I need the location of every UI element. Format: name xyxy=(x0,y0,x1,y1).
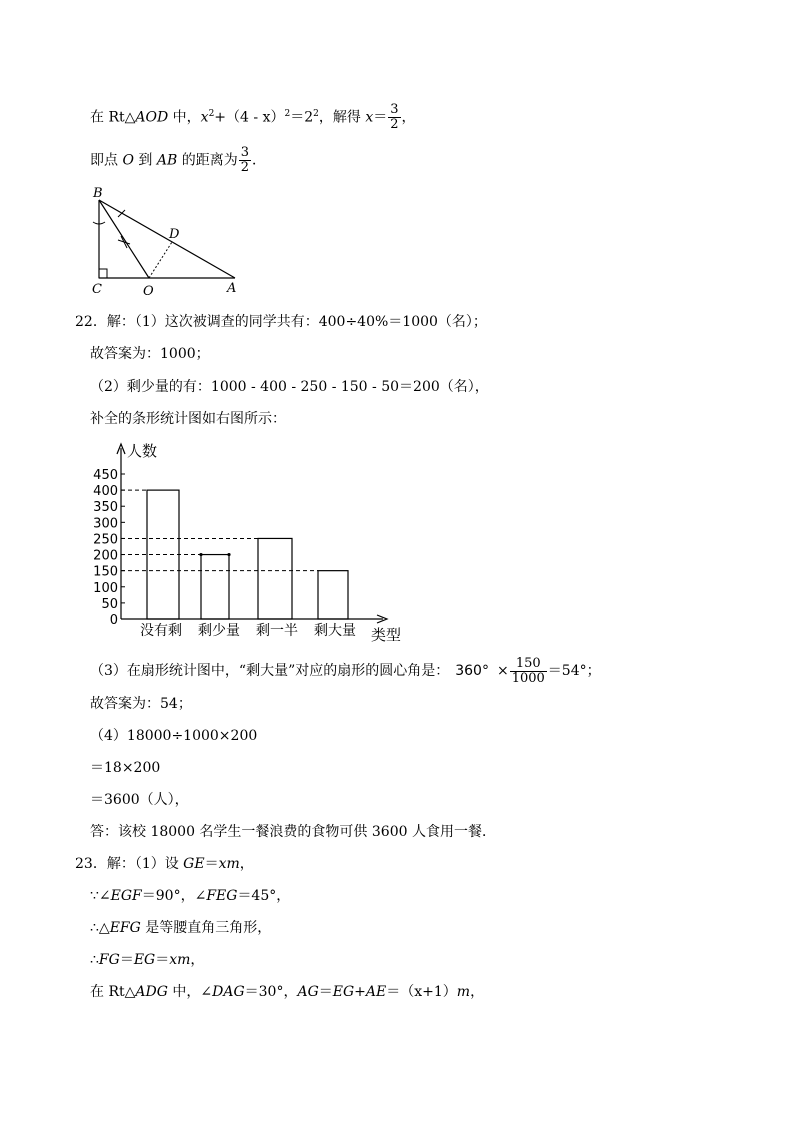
y-axis-label: 人数 xyxy=(127,442,158,460)
y-tick-label: 0 xyxy=(109,613,118,628)
q22-line-9: ＝3600（人）， xyxy=(90,792,189,808)
geometry-line-2: 即点 O 到 AB 的距离为 $\frac{3}{2}$ ． xyxy=(90,145,266,175)
y-tick-label: 150 xyxy=(93,564,118,580)
category-label: 剩一半 xyxy=(256,623,298,639)
x-axis-label: 类型 xyxy=(371,626,402,644)
y-tick-label: 200 xyxy=(93,548,118,564)
category-label: 剩少量 xyxy=(198,623,240,639)
q22-line-3: （2）剩少量的有：1000 - 400 - 250 - 150 - 50＝200（名）， xyxy=(90,379,489,395)
label-o: O xyxy=(143,284,154,299)
label-d: D xyxy=(169,227,180,242)
fraction: $\frac{150}{1000}$ xyxy=(511,655,545,686)
bar xyxy=(318,571,348,619)
perpendicular-od xyxy=(149,242,172,278)
q22-line-7: （4）18000÷1000×200 xyxy=(90,728,258,744)
triangle-figure xyxy=(85,182,255,300)
q22-line-2: 故答案为：1000； xyxy=(90,346,210,362)
q22-line-1: 22．解：（1）这次被调查的同学共有：400÷40%＝1000（名）； xyxy=(75,314,487,330)
y-tick-label: 400 xyxy=(93,484,118,500)
q22-line-5: （3）在扇形统计图中，“剩大量”对应的扇形的圆心角是： 360° × $\frac{150}{1000}$ ＝54°； xyxy=(90,655,601,686)
y-tick-label: 250 xyxy=(93,532,118,548)
bar xyxy=(258,538,292,619)
label-b: B xyxy=(93,186,103,201)
completion-dot xyxy=(227,553,230,556)
y-tick-label: 50 xyxy=(101,596,118,612)
q23-line-5: 在 Rt△ADG 中，∠DAG＝30°，AG＝EG+AE＝（x+1）m， xyxy=(90,984,485,1000)
q23-line-2: ∵∠EGF＝90°，∠FEG＝45°， xyxy=(90,888,291,904)
y-tick-label: 350 xyxy=(93,500,118,516)
y-tick-label: 300 xyxy=(93,516,118,532)
q23-line-3: ∴△EFG 是等腰直角三角形， xyxy=(90,920,272,936)
q22-line-4: 补全的条形统计图如右图所示： xyxy=(90,411,286,427)
bar xyxy=(201,555,229,619)
completion-dot xyxy=(199,553,202,556)
bar-chart xyxy=(85,436,415,646)
y-tick-label: 450 xyxy=(93,468,118,483)
right-angle-mark xyxy=(99,269,107,278)
fraction: $\frac{3}{2}$ xyxy=(240,145,249,175)
geometry-line-1: 在 Rt△AOD 中，$x^2+(4 - x)^2=2^2$，解得 x＝ $\frac{3}{2}$ ， xyxy=(90,102,416,132)
q22-line-6: 故答案为：54； xyxy=(90,696,192,712)
fraction: $\frac{3}{2}$ xyxy=(390,102,399,132)
y-tick-label: 100 xyxy=(93,580,118,596)
q23-line-4: ∴FG＝EG＝xm， xyxy=(90,952,205,968)
label-a: A xyxy=(227,281,237,296)
side-ba xyxy=(99,200,235,278)
label-c: C xyxy=(92,282,102,297)
q23-line-1: 23．解：（1）设 GE＝xm， xyxy=(75,856,254,872)
q22-line-10: 答：该校 18000 名学生一餐浪费的食物可供 3600 人食用一餐． xyxy=(90,824,496,840)
category-label: 剩大量 xyxy=(314,623,356,639)
q22-line-8: ＝18×200 xyxy=(90,760,161,776)
category-label: 没有剩 xyxy=(140,623,182,639)
